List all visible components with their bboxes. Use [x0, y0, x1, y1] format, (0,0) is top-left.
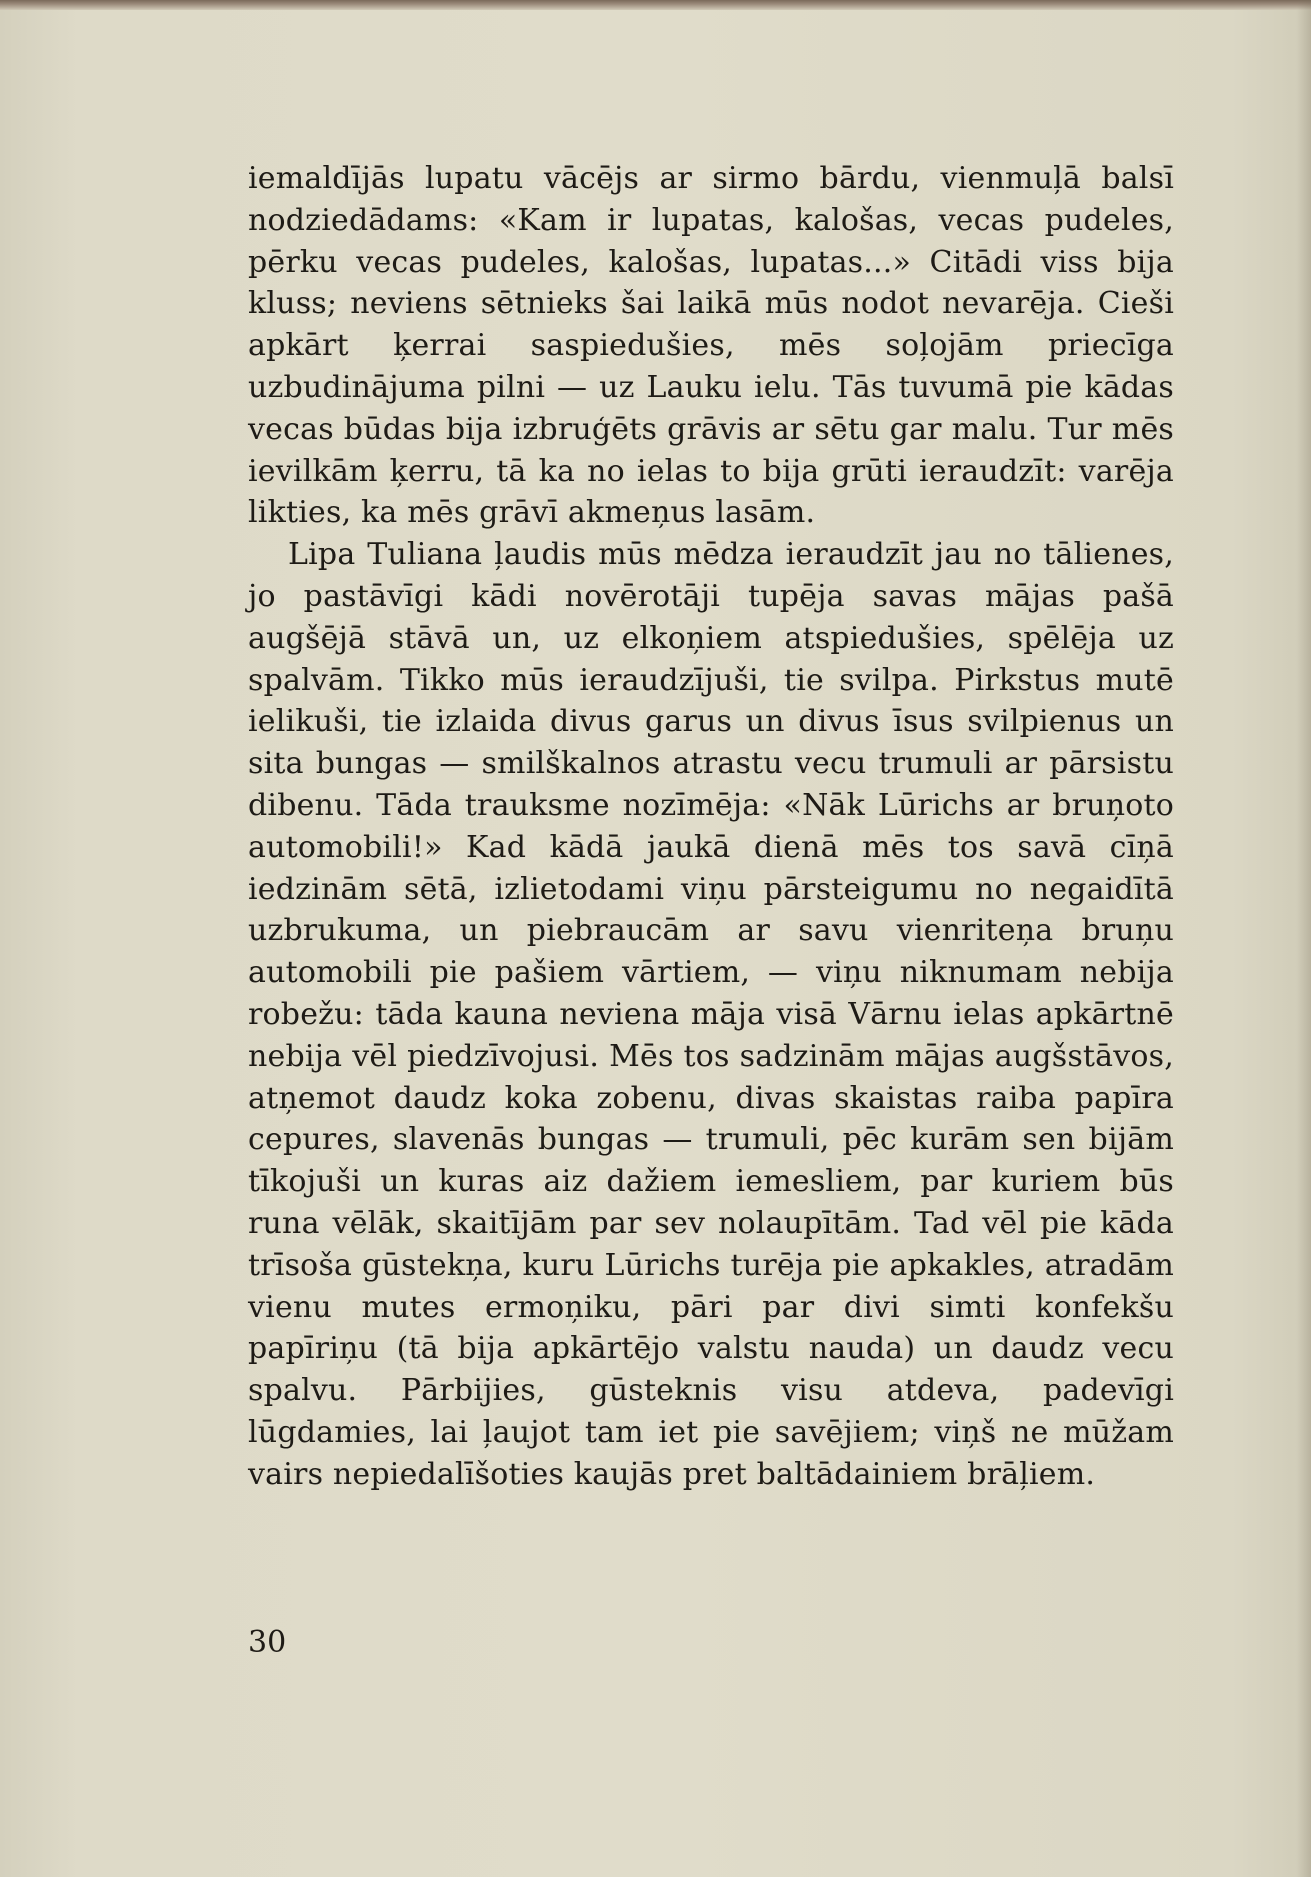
paragraph-2: Lipa Tuliana ļaudis mūs mēdza ieraudzīt jau no tālienes, jo pastāvīgi kādi novērotāji tupēja savas mājas pašā augšējā stāvā un, uz elkoņiem atspiedušies, spēlēja uz spalvām. Tikko mūs ieraudzījuši, tie svilpa. Pirkstus mutē ielikuši, tie izlaida divus garus un divus īsus svilpienus un sita bungas — smilškalnos atrastu vecu trumuli ar pārsistu dibenu. Tāda trauksme nozīmēja: «Nāk Lūrichs ar bruņoto automobili!» Kad kādā jaukā dienā mēs tos savā cīņā iedzinām sētā, izlietodami viņu pārsteigumu no negaidītā uzbrukuma, un piebraucām ar savu vienriteņa bruņu automobili pie pašiem vārtiem, — viņu niknumam nebija robežu: tāda kauna neviena māja visā Vārnu ielas apkārtnē nebija vēl piedzīvojusi. Mēs tos sadzinām mājas augšstāvos, atņemot daudz koka zobenu, divas skaistas raiba papīra cepures, slavenās bungas — trumuli, pēc kurām sen bijām tīkojuši un kuras aiz dažiem iemesliem, par kuriem būs runa vēlāk, skaitījām par sev nolaupītām. Tad vēl pie kāda trīsoša gūstekņa, kuru Lūrichs turēja pie apkakles, atradām vienu mutes ermoņiku, pāri par divi simti konfekšu papīriņu (tā bija apkārtējo valstu nauda) un daudz vecu spalvu. Pārbijies, gūsteknis visu atdeva, padevīgi lūgdamies, lai ļaujot tam iet pie savējiem; viņš ne mūžam vairs nepiedalīšoties kaujās pret baltādainiem brāļiem.	[248, 537, 1174, 1492]
body-text	[248, 158, 1174, 1496]
page-right-shadow	[1297, 0, 1311, 1877]
page-top-edge	[0, 0, 1311, 10]
page-number: 30	[248, 1625, 287, 1660]
paragraph-1: iemaldījās lupatu vācējs ar sirmo bārdu, vienmuļā balsī nodziedādams: «Kam ir lupatas, kalošas, vecas pudeles, pērku vecas pudeles, kalošas, lupatas...» Citādi viss bija kluss; neviens sētnieks šai laikā mūs nodot nevarēja. Cieši apkārt ķerrai saspiedušies, mēs soļojām priecīga uzbudinājuma pilni — uz Lauku ielu. Tās tuvumā pie kādas vecas būdas bija izbruģēts grāvis ar sētu gar malu. Tur mēs ievilkām ķerru, tā ka no ielas to bija grūti ieraudzīt: varēja likties, ka mēs grāvī akmeņus lasām.	[248, 161, 1174, 531]
